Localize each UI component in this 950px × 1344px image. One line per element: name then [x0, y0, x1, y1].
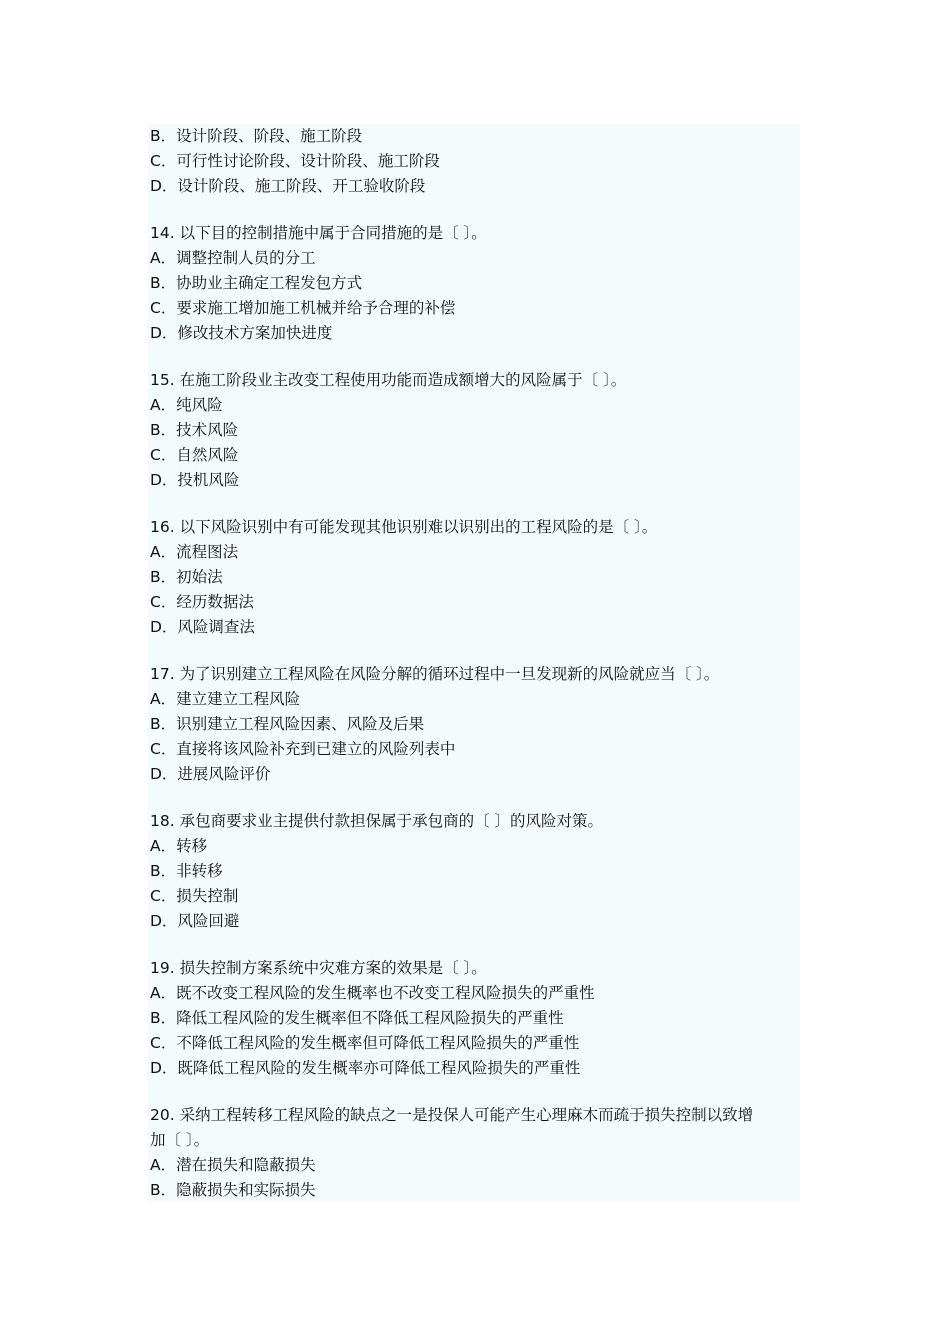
option-c: C．不降低工程风险的发生概率但可降低工程风险损失的严重性	[150, 1034, 580, 1052]
option-c: C．可行性讨论阶段、设计阶段、施工阶段	[150, 152, 440, 170]
question-19: 19. 损失控制方案系统中灾难方案的效果是〔 〕。	[150, 959, 487, 977]
option-a: A．调整控制人员的分工	[150, 249, 316, 267]
question-15: 15. 在施工阶段业主改变工程使用功能而造成额增大的风险属于〔 〕。	[150, 371, 627, 389]
option-a: A．流程图法	[150, 543, 239, 561]
question-18: 18. 承包商要求业主提供付款担保属于承包商的〔 〕的风险对策。	[150, 812, 604, 830]
option-c: C．经历数据法	[150, 593, 254, 611]
question-17: 17. 为了识别建立工程风险在风险分解的循环过程中一旦发现新的风险就应当〔 〕。	[150, 665, 720, 683]
option-a: A．潜在损失和隐蔽损失	[150, 1156, 316, 1174]
option-d: D．既降低工程风险的发生概率亦可降低工程风险损失的严重性	[150, 1059, 581, 1077]
option-b: B．技术风险	[150, 421, 239, 439]
option-b: B．协助业主确定工程发包方式	[150, 274, 363, 292]
option-d: D．投机风险	[150, 471, 240, 489]
option-b: B．隐蔽损失和实际损失	[150, 1181, 316, 1199]
option-a: A．纯风险	[150, 396, 223, 414]
option-d: D．风险回避	[150, 912, 240, 930]
option-c: C．直接将该风险补充到已建立的风险列表中	[150, 740, 456, 758]
option-a: A．转移	[150, 837, 208, 855]
option-a: A．既不改变工程风险的发生概率也不改变工程风险损失的严重性	[150, 984, 595, 1002]
option-d: D．风险调查法	[150, 618, 255, 636]
option-c: C．要求施工增加施工机械并给予合理的补偿	[150, 299, 456, 317]
option-b: B．非转移	[150, 862, 223, 880]
option-d: D．设计阶段、施工阶段、开工验收阶段	[150, 177, 426, 195]
option-b: B．设计阶段、阶段、施工阶段	[150, 127, 363, 145]
option-b: B．初始法	[150, 568, 223, 586]
option-c: C．损失控制	[150, 887, 239, 905]
option-c: C．自然风险	[150, 446, 239, 464]
question-16: 16. 以下风险识别中有可能发现其他识别难以识别出的工程风险的是〔 〕。	[150, 518, 658, 536]
option-b: B．降低工程风险的发生概率但不降低工程风险损失的严重性	[150, 1009, 564, 1027]
question-block	[148, 124, 800, 1202]
question-20: 20. 采纳工程转移工程风险的缺点之一是投保人可能产生心理麻木而疏于损失控制以致增	[150, 1106, 754, 1124]
question-20-continued: 加〔 〕。	[150, 1131, 210, 1149]
option-b: B．识别建立工程风险因素、风险及后果	[150, 715, 425, 733]
option-d: D．修改技术方案加快进度	[150, 324, 333, 342]
option-d: D．进展风险评价	[150, 765, 271, 783]
question-14: 14. 以下目的控制措施中属于合同措施的是〔 〕。	[150, 224, 487, 242]
option-a: A．建立建立工程风险	[150, 690, 301, 708]
